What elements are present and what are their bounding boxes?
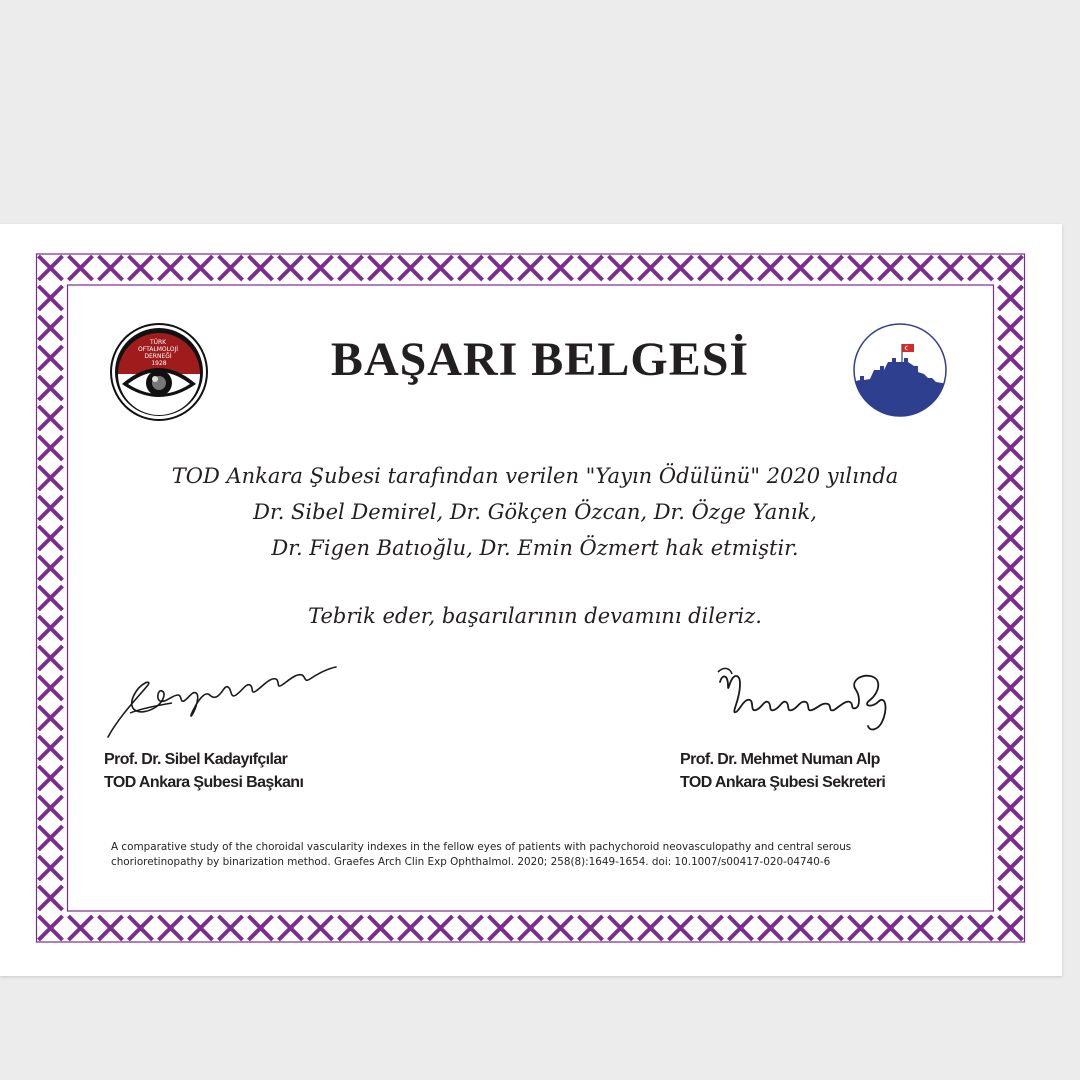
signature-left [100,655,340,745]
body-line: Dr. Figen Batıoğlu, Dr. Emin Özmert hak etmiştir. [271,536,799,560]
signatory-role: TOD Ankara Şubesi Başkanı [104,774,304,791]
publication-reference [111,840,931,870]
signatory-right [680,748,885,794]
reference-line: chorioretinopathy by binarization method. Graefes Arch Clin Exp Ophthalmol. 2020; 258(8):1649-1654. doi: 10.1007/s00417-020-04740-6 [111,856,831,868]
certificate-body [140,458,930,566]
reference-line: A comparative study of the choroidal vascularity indexes in the fellow eyes of patients with pachychoroid neovasculopathy and central serous [111,841,852,853]
turk-oftalmoloji-dernegi-logo [108,322,210,422]
signatory-role: TOD Ankara Şubesi Sekreteri [680,774,886,791]
signature-right [710,660,900,740]
body-line: TOD Ankara Şubesi tarafından verilen "Yayın Ödülünü" 2020 yılında [171,464,899,488]
signatory-name: Prof. Dr. Mehmet Numan Alp [680,751,880,768]
svg-text:TÜRK OFTALMOLOJİ D: TÜRK OFTALMOLOJİ DERNEĞİ 1928 [138,339,179,367]
tod-ankara-castle-logo [852,322,948,418]
body-line: Dr. Sibel Demirel, Dr. Gökçen Özcan, Dr. Özge Yanık, [253,500,817,524]
certificate-title: BAŞARI BELGESİ [330,333,750,386]
signatory-name: Prof. Dr. Sibel Kadayıfçılar [104,751,288,768]
signatory-left [104,748,303,794]
congratulations-text: Tebrik eder, başarılarının devamını dileriz. [308,604,762,628]
